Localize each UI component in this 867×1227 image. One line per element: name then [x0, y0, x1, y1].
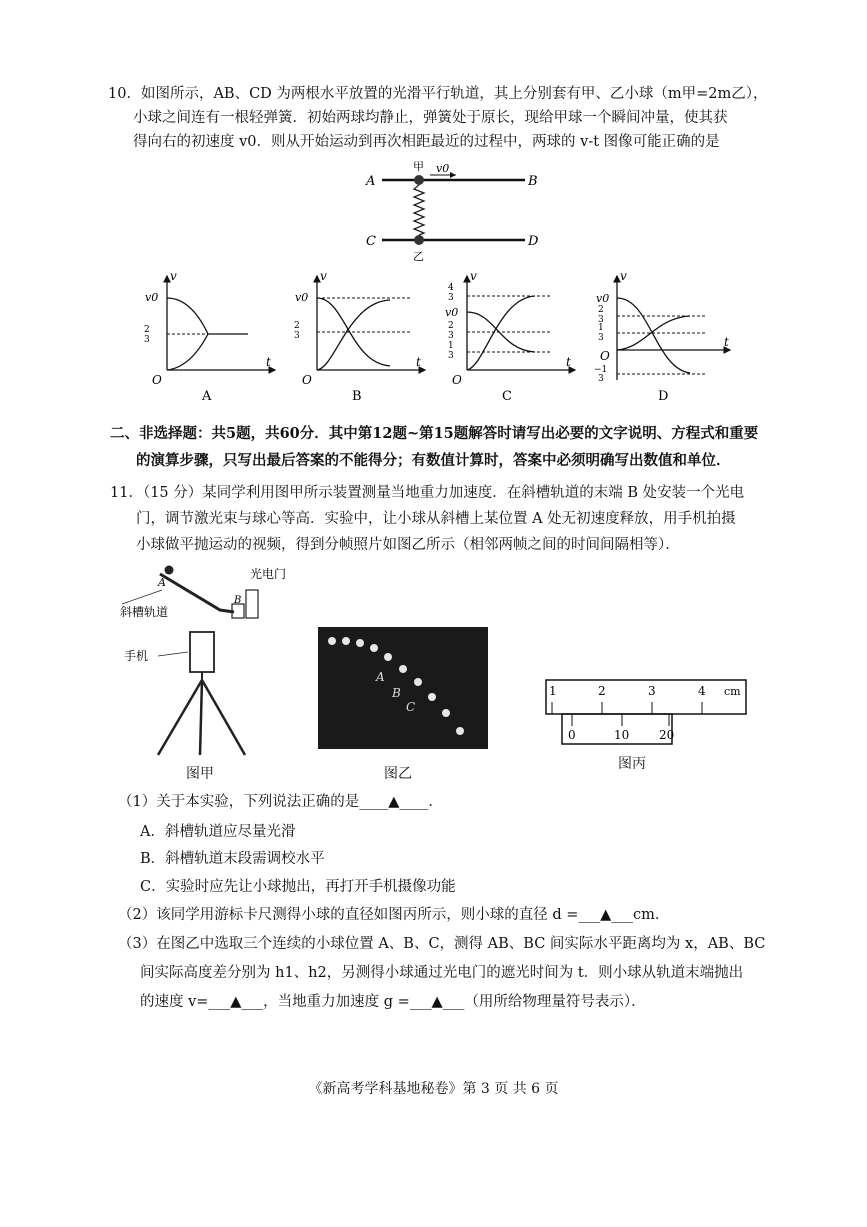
svg-text:A: A — [376, 670, 385, 684]
svg-text:D: D — [528, 234, 539, 249]
q11-part3-line-2: 间实际高度差分别为 h1、h2，另测得小球通过光电门的遮光时间为 t．则小球从轨道末端抛出 — [140, 965, 744, 981]
svg-text:甲: 甲 — [413, 160, 424, 173]
svg-text:2: 2 — [598, 684, 606, 698]
svg-text:A: A — [366, 174, 376, 189]
section2-line-2: 的演算步骤，只写出最后答案的不能得分；有数值计算时，答案中必须明确写出数值和单位． — [136, 452, 731, 469]
q11-option-b: B．斜槽轨道末段需调校水平 — [140, 851, 325, 867]
svg-text:t: t — [566, 355, 571, 369]
svg-text:O: O — [302, 373, 312, 387]
svg-text:v: v — [320, 269, 327, 283]
svg-text:v0: v0 — [295, 291, 309, 304]
figure-bing-caliper — [540, 676, 750, 748]
svg-text:v0: v0 — [445, 306, 459, 319]
svg-text:v0: v0 — [145, 291, 159, 304]
ball-yi — [414, 235, 424, 245]
q10-line-1: 10．如图所示，AB、CD 为两根水平放置的光滑平行轨道，其上分别套有甲、乙小球（m甲=2m乙）， — [108, 86, 768, 102]
fig-jia-caption: 图甲 — [186, 766, 214, 782]
graph-a — [144, 269, 275, 404]
svg-text:O: O — [452, 373, 462, 387]
svg-text:B: B — [528, 174, 538, 189]
q11-part3-line-1: （3）在图乙中选取三个连续的小球位置 A、B、C，测得 AB、BC 间实际水平距离均为 x，AB、BC — [118, 936, 766, 952]
svg-text:4: 4 — [698, 684, 706, 698]
svg-text:3: 3 — [144, 335, 150, 345]
svg-text:C: C — [406, 700, 416, 714]
rails-spring-figure — [360, 158, 550, 268]
svg-text:t: t — [724, 335, 729, 349]
svg-text:光电门: 光电门 — [250, 567, 287, 581]
q11-line-3: 小球做平抛运动的视频，得到分帧照片如图乙所示（相邻两帧之间的时间间隔相等）． — [136, 537, 680, 553]
svg-text:20: 20 — [659, 728, 675, 742]
svg-text:A: A — [158, 576, 166, 589]
svg-text:v: v — [620, 269, 627, 283]
svg-text:O: O — [152, 373, 162, 387]
svg-text:2: 2 — [448, 321, 454, 331]
svg-text:3: 3 — [598, 315, 604, 325]
svg-text:1: 1 — [448, 341, 454, 351]
svg-text:B: B — [234, 595, 242, 606]
svg-text:0: 0 — [568, 728, 576, 742]
q11-option-c: C．实验时应先让小球抛出，再打开手机摄像功能 — [140, 879, 456, 895]
svg-text:3: 3 — [598, 333, 604, 343]
graph-c — [445, 269, 575, 404]
graph-b — [294, 269, 425, 404]
svg-text:2: 2 — [144, 325, 150, 335]
svg-text:10: 10 — [614, 728, 630, 742]
svg-text:cm: cm — [724, 685, 741, 698]
svg-text:3: 3 — [448, 293, 454, 303]
svg-text:1: 1 — [598, 323, 604, 333]
svg-text:C: C — [366, 234, 376, 249]
svg-text:−1: −1 — [594, 365, 608, 375]
q11-option-a: A．斜槽轨道应尽量光滑 — [140, 824, 296, 840]
svg-text:B: B — [352, 389, 362, 404]
spring — [414, 185, 424, 235]
svg-text:A: A — [202, 389, 212, 404]
vt-graphs — [140, 268, 740, 408]
svg-text:B: B — [392, 686, 401, 700]
ball-jia — [414, 175, 424, 185]
svg-text:3: 3 — [598, 374, 604, 384]
svg-text:D: D — [658, 389, 669, 404]
figure-yi-photo — [318, 627, 488, 749]
page-footer: 《新高考学科基地秘卷》第 3 页 共 6 页 — [308, 1081, 559, 1097]
svg-text:v: v — [470, 269, 477, 283]
svg-text:3: 3 — [448, 331, 454, 341]
svg-text:2: 2 — [598, 305, 604, 315]
svg-text:1: 1 — [549, 684, 557, 698]
svg-text:O: O — [600, 349, 610, 363]
svg-text:t: t — [266, 355, 271, 369]
svg-text:2: 2 — [294, 321, 300, 331]
q11-part1: （1）关于本实验，下列说法正确的是____▲____． — [118, 794, 443, 810]
section2-line-1: 二、非选择题：共5题，共60分．其中第12题~第15题解答时请写出必要的文字说明、方程式和重要 — [110, 425, 759, 442]
q10-line-3: 得向右的初速度 v0．则从开始运动到再次相距最近的过程中，两球的 v-t 图像可能正确的是 — [133, 134, 720, 150]
q11-line-1: 11．（15 分）某同学利用图甲所示装置测量当地重力加速度．在斜槽轨道的末端 B 处安装一个光电 — [110, 485, 745, 501]
svg-text:3: 3 — [448, 351, 454, 361]
q11-part3-line-3: 的速度 v=___▲___，当地重力加速度 g =___▲___（用所给物理量符号表示）． — [140, 994, 646, 1010]
svg-text:C: C — [502, 389, 512, 404]
svg-text:v0: v0 — [436, 162, 450, 175]
fig-bing-caption: 图丙 — [618, 756, 646, 772]
graph-d — [594, 269, 730, 404]
svg-text:v0: v0 — [596, 292, 610, 305]
q11-part2: （2）该同学用游标卡尺测得小球的直径如图丙所示，则小球的直径 d =___▲___cm． — [118, 907, 670, 923]
svg-text:斜槽轨道: 斜槽轨道 — [120, 605, 169, 619]
svg-text:v: v — [170, 269, 177, 283]
figure-jia-apparatus — [120, 560, 300, 760]
fig-yi-caption: 图乙 — [384, 766, 412, 782]
svg-text:t: t — [416, 355, 421, 369]
svg-text:乙: 乙 — [413, 250, 424, 263]
q10-line-2: 小球之间连有一根轻弹簧．初始两球均静止，弹簧处于原长，现给甲球一个瞬间冲量，使其获 — [133, 110, 728, 126]
svg-text:4: 4 — [448, 283, 454, 293]
svg-text:3: 3 — [648, 684, 656, 698]
q11-line-2: 门，调节激光束与球心等高．实验中，让小球从斜槽上某位置 A 处无初速度释放，用手机拍摄 — [136, 511, 736, 527]
svg-text:手机: 手机 — [124, 649, 149, 663]
svg-text:3: 3 — [294, 331, 300, 341]
